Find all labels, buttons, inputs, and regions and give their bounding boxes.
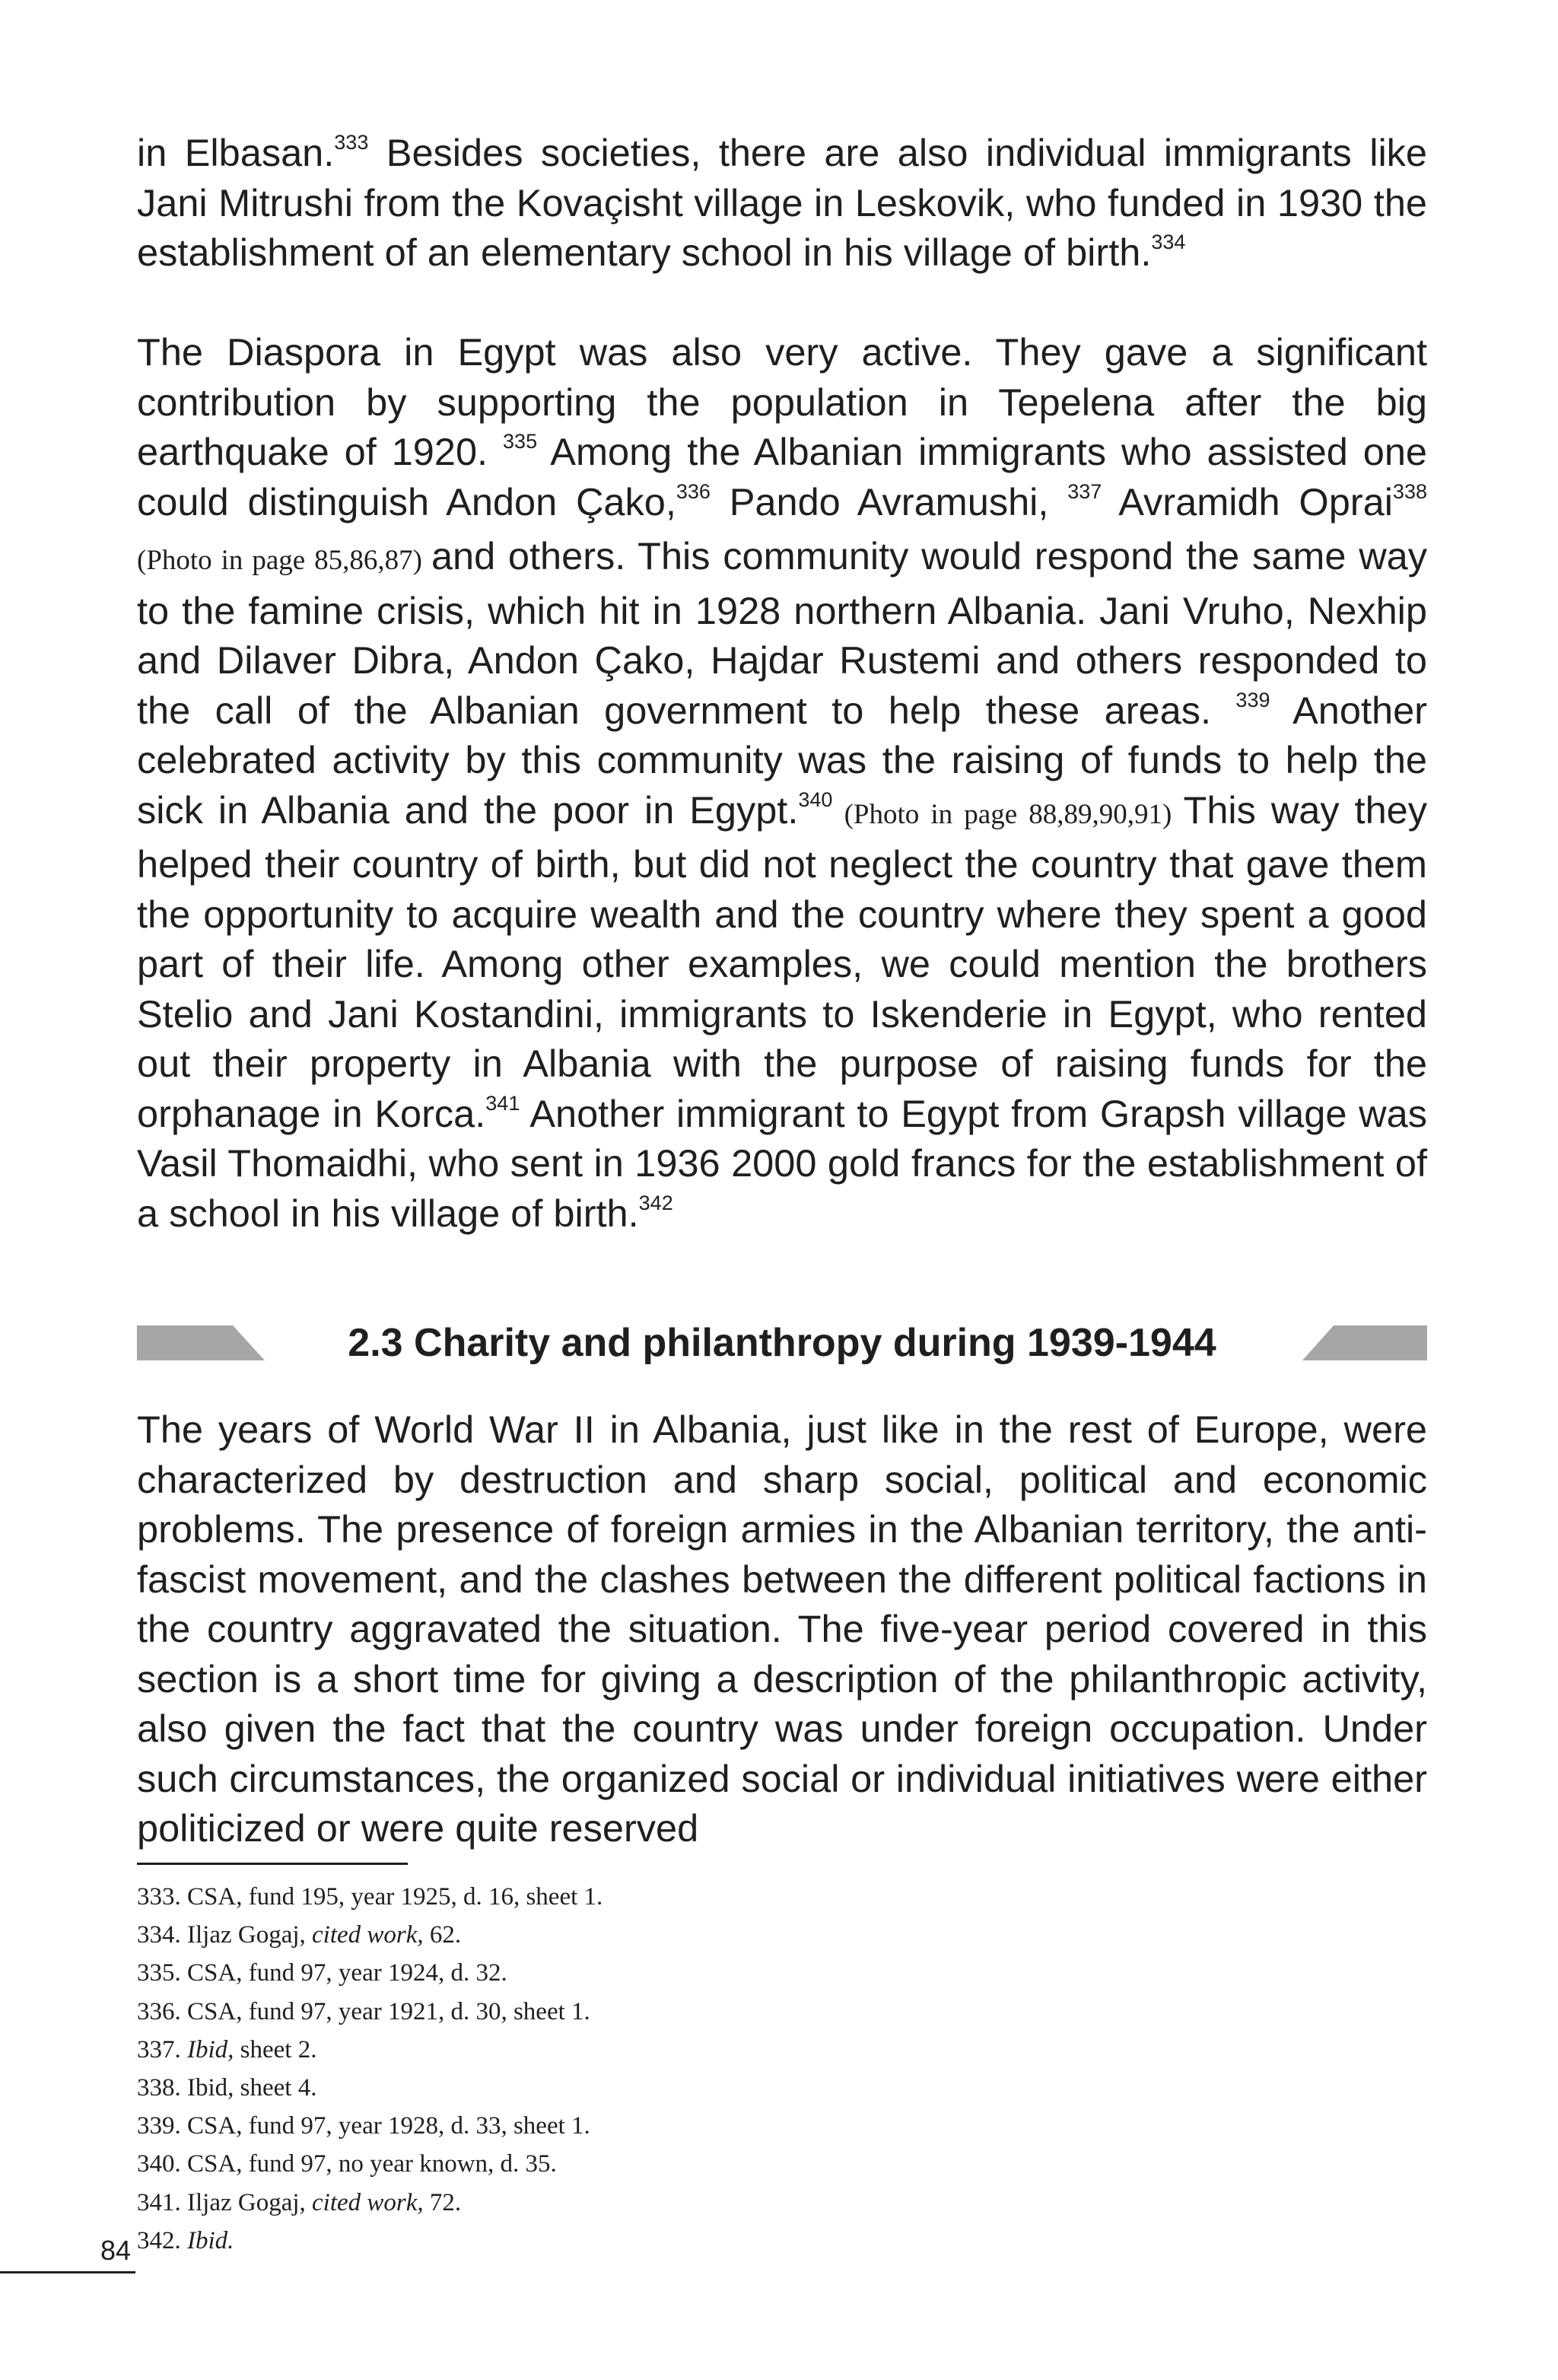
photo-reference-note: (Photo in page 85,86,87) (137, 545, 431, 576)
footnote-ref-338: 338 (1392, 479, 1427, 503)
text-run: Another immigrant to Egypt from Grapsh village was Vasil Thomaidhi, who sent in 1936 2000 gold francs for the establishment of a school in his village of birth. (137, 1091, 1427, 1235)
paragraph-diaspora-egypt (137, 327, 1427, 1238)
text-run: Avramidh Oprai (1102, 479, 1393, 523)
footnote: 335. CSA, fund 97, year 1924, d. 32. (137, 1959, 507, 1987)
footnote-ref-333: 333 (334, 131, 369, 154)
text-run: The Diaspora in Egypt was also very active. They gave a significant contribution by supporting the population in Tepelena after the big earthquake of 1920. (137, 330, 1427, 473)
footnote-ref-341: 341 (485, 1091, 520, 1115)
heading-decoration-left (137, 1325, 265, 1360)
footnote: 337. Ibid, sheet 2. (137, 2035, 317, 2063)
footnote-ref-342: 342 (638, 1191, 673, 1214)
footnote-ref-336: 336 (676, 479, 711, 503)
footnote: 341. Iljaz Gogaj, cited work, 72. (137, 2188, 462, 2216)
text-run: and others. This community would respond the same way to the famine crisis, which hit in 1928 northern Albania. Jani Vruho, Nexhip and Dilaver Dibra, Andon Çako, Hajdar Rustemi and others responded to the call of the Albanian government to help these areas. (137, 534, 1427, 732)
footnote: 336. CSA, fund 97, year 1921, d. 30, sheet 1. (137, 1997, 590, 2025)
footnote: 334. Iljaz Gogaj, cited work, 62. (137, 1921, 462, 1949)
text-run: This way they helped their country of birth, but did not neglect the country that gave them the opportunity to acquire wealth and the country where they spent a good part of their life. Among other examples, we could mention the brothers Stelio and Jani Kostandini, immigrants to Iskenderie in Egypt, who rented out their property in Albania with the purpose of raising funds for the orphanage in Korca. (137, 788, 1427, 1135)
text-run: in Elbasan. (137, 131, 335, 174)
footnote-ref-339: 339 (1235, 688, 1270, 711)
footnote: 342. Ibid. (137, 2226, 234, 2254)
footnote-ref-334: 334 (1151, 231, 1186, 253)
paragraph-elbasan-immigrants (137, 128, 1427, 278)
text-run: Among the Albanian immigrants who assisted one could distinguish Andon Çako, (137, 430, 1427, 523)
footnote-separator (137, 1863, 408, 1865)
footnote: 333. CSA, fund 195, year 1925, d. 16, sheet 1. (137, 1883, 603, 1911)
footnote-ref-337: 337 (1067, 479, 1102, 503)
page-number-rule (0, 2271, 135, 2273)
text-run: Another celebrated activity by this community was the raising of funds to help the sick in Albania and the poor in Egypt. (137, 688, 1427, 832)
paragraph-world-war-ii: The years of World War II in Albania, just like in the rest of Europe, were characterized by destruction and sharp social, political and economic problems. The presence of foreign armies in the Albanian territory, the anti-fascist movement, and the clashes between the different political factions in the country aggravated the situation. The five-year period covered in this section is a short time for giving a description of the philanthropic activity, also given the fact that the country was under foreign occupation. Under such circumstances, the organized social or individual initiatives were either politicized or were quite reserved (137, 1408, 1427, 1850)
footnote: 340. CSA, fund 97, no year known, d. 35. (137, 2150, 557, 2178)
footnote-ref-335: 335 (503, 430, 538, 453)
section-heading-row (137, 1318, 1427, 1368)
text-run: Pando Avramushi, (710, 479, 1068, 523)
text-run: Besides societies, there are also individual immigrants like Jani Mitrushi from the Kovaçisht village in Leskovik, who funded in 1930 the establishment of an elementary school in his village of birth. (137, 131, 1427, 274)
page-number: 84 (100, 2235, 131, 2266)
photo-reference-note: (Photo in page 88,89,90,91) (832, 798, 1184, 830)
footnote: 339. CSA, fund 97, year 1928, d. 33, sheet 1. (137, 2112, 590, 2140)
footnote: 338. Ibid, sheet 4. (137, 2074, 317, 2102)
heading-decoration-right (1302, 1325, 1427, 1360)
footnotes-list (137, 1878, 1050, 2260)
footnote-ref-340: 340 (798, 788, 833, 811)
section-heading: 2.3 Charity and philanthropy during 1939-1944 (348, 1321, 1216, 1365)
